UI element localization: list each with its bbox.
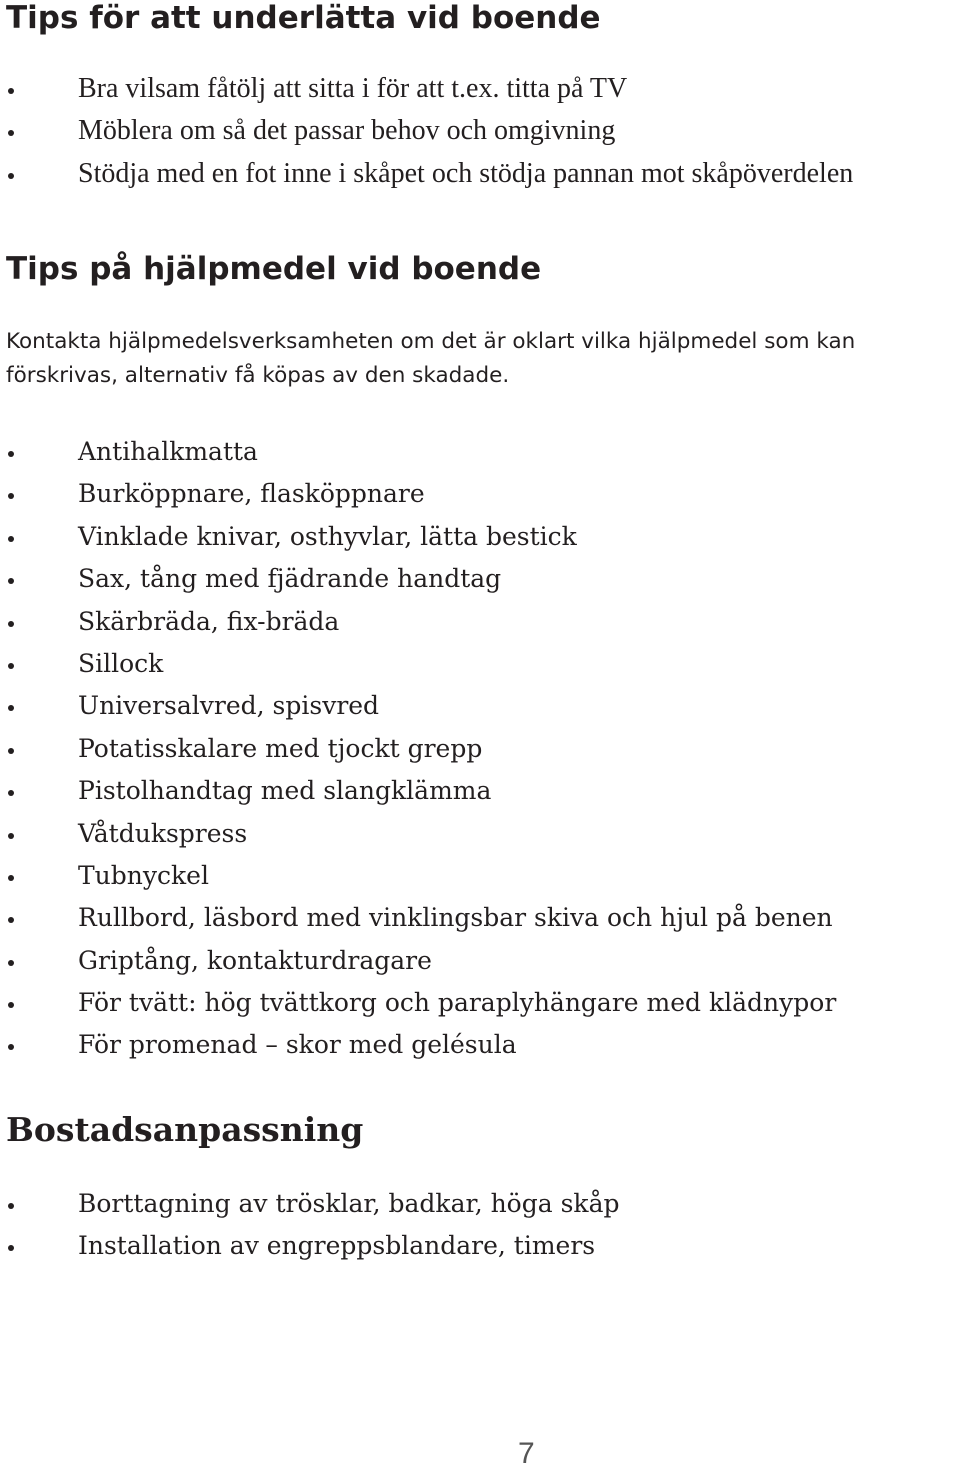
- list-item: För tvätt: hög tvättkorg och paraplyhängare med klädnypor: [0, 982, 836, 1024]
- list-item: Sax, tång med fjädrande handtag: [0, 558, 836, 600]
- list-item: Möblera om så det passar behov och omgivning: [0, 110, 853, 152]
- list-item: Installation av engreppsblandare, timers: [0, 1225, 619, 1267]
- heading-living-tips: Tips för att underlätta vid boende: [6, 0, 601, 36]
- list-item: Vinklade knivar, osthyvlar, lätta bestick: [0, 516, 836, 558]
- list-item: Borttagning av trösklar, badkar, höga skåp: [0, 1183, 619, 1225]
- list-item: Tubnyckel: [0, 855, 836, 897]
- housing-adaptation-list: [0, 1183, 619, 1268]
- list-item: Potatisskalare med tjockt grepp: [0, 728, 836, 770]
- heading-aids-tips: Tips på hjälpmedel vid boende: [6, 251, 542, 287]
- living-tips-list: [0, 68, 853, 195]
- list-item: Stödja med en fot inne i skåpet och stödja pannan mot skåpöverdelen: [0, 153, 853, 195]
- heading-housing-adaptation: Bostadsanpassning: [6, 1110, 364, 1149]
- list-item: Våtdukspress: [0, 813, 836, 855]
- list-item: Rullbord, läsbord med vinklingsbar skiva och hjul på benen: [0, 897, 836, 939]
- list-item: Skärbräda, fix-bräda: [0, 601, 836, 643]
- list-item: Antihalkmatta: [0, 431, 836, 473]
- list-item: Burköppnare, flasköppnare: [0, 473, 836, 515]
- list-item: Griptång, kontakturdragare: [0, 940, 836, 982]
- list-item: Universalvred, spisvred: [0, 685, 836, 727]
- page-number: 7: [518, 1437, 535, 1470]
- aids-intro-paragraph: Kontakta hjälpmedelsverksamheten om det är oklart vilka hjälpmedel som kan förskrivas, alternativ få köpas av den skadade.: [6, 329, 856, 388]
- aids-list: [0, 431, 836, 1067]
- list-item: Sillock: [0, 643, 836, 685]
- list-item: Bra vilsam fåtölj att sitta i för att t.ex. titta på TV: [0, 68, 853, 110]
- list-item: För promenad – skor med gelésula: [0, 1024, 836, 1066]
- list-item: Pistolhandtag med slangklämma: [0, 770, 836, 812]
